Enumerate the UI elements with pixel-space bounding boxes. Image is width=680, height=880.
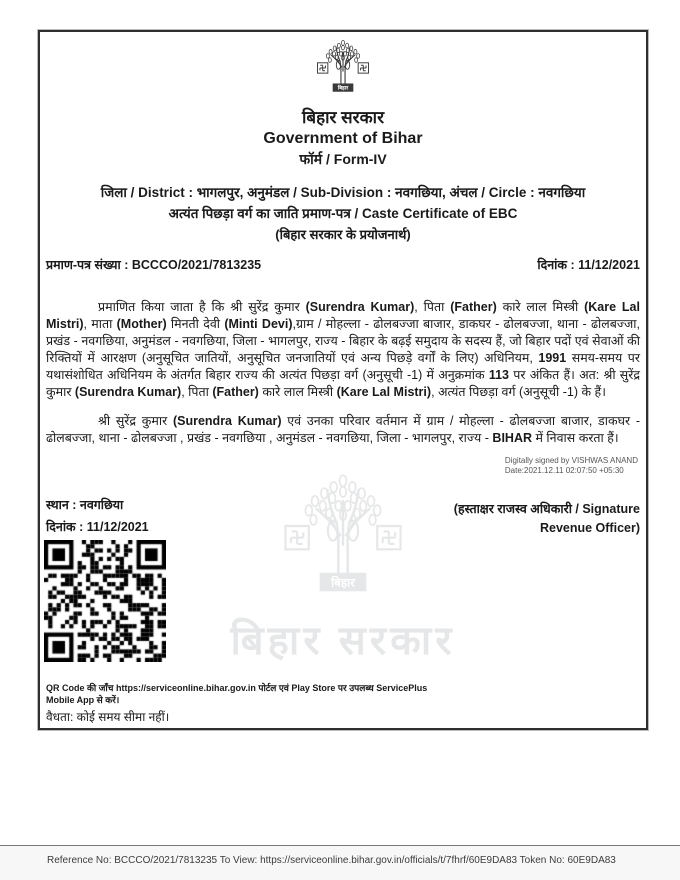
bihar-emblem-icon: [305, 38, 381, 100]
district-line: जिला / District : भागलपुर, अनुमंडल / Sub-Division : नवगछिया, अंचल / Circle : नवगछिया: [100, 185, 586, 200]
purpose-line: (बिहार सरकार के प्रयोजनार्थ): [275, 227, 411, 242]
bihar-emblem-watermark-icon: [218, 470, 468, 610]
certificate-paragraph-2: श्री सुरेंद्र कुमार (Surendra Kumar) एवं उनका परिवार वर्तमान में ग्राम / मोहल्ला - ढोलबज्जा बाजार, डाकघर - ढोलबज्जा, थाना - ढोलबज्जा , प्रखंड - नवगछिया , अनुमंडल - नवगछिया, जिला - भागलपुर, राज्य - BIHAR में निवास करता हैं।: [46, 414, 640, 445]
digital-signature-line2: Date:2021.12.11 02:07:50 +05:30: [504, 466, 624, 475]
officer-signature-line1: (हस्ताक्षर राजस्व अधिकारी / Signature: [453, 502, 640, 516]
qr-note-line2: Mobile App से करें।: [46, 695, 120, 705]
certificate-paragraph-1: प्रमाणित किया जाता है कि श्री सुरेंद्र कुमार (Surendra Kumar), पिता (Father) कारे लाल मिस्त्री (Kare Lal Mistri), माता (Mother) मिनती देवी (Minti Devi),ग्राम / मोहल्ला - ढोलबज्जा बाजार, डाकघर - ढोलबज्जा, थाना - ढोलबज्जा, प्रखंड - नवगछिया, अनुमंडल - नवगछिया, जिला - भागलपुर, राज्य - बिहार के बढ़ई समुदाय के सदस्य हैं, जो बिहार पदों एवं सेवाओं की रिक्तियों में आरक्षण (अनुसूचित जातियों, अनुसूचित जनजातियों एवं अन्य पिछड़े वर्गों के लिए) अधिनियम, 1991 समय-समय पर यथासंशोधित अधिनियम के अंतर्गत बिहार राज्य की अत्यंत पिछड़ा वर्ग (अनुसूची -1) में अनुक्रमांक 113 पर अंकित हैं। अत: श्री सुरेंद्र कुमार (Surendra Kumar), पिता (Father) कारे लाल मिस्त्री (Kare Lal Mistri), अत्यंत पिछड़ा वर्ग (अनुसूची -1) के हैं।: [46, 300, 641, 399]
digital-signature-line1: Digitally signed by VISHWAS ANAND: [504, 456, 638, 465]
certificate-number: प्रमाण-पत्र संख्या : BCCCO/2021/7813235: [46, 258, 262, 272]
validity-line: वैधता: कोई समय सीमा नहीं।: [46, 710, 170, 724]
officer-signature-line2: Revenue Officer): [539, 521, 640, 535]
qr-code: [44, 540, 166, 662]
govt-title-hindi: बिहार सरकार: [301, 108, 385, 127]
qr-note-line1: QR Code की जाँच https://serviceonline.bihar.gov.in पोर्टल एवं Play Store पर उपलब्ध ServicePlus: [46, 683, 428, 693]
watermark-text: बिहार सरकार: [230, 619, 456, 663]
certificate-title: अत्यंत पिछड़ा वर्ग का जाति प्रमाण-पत्र / Caste Certificate of EBC: [168, 206, 518, 221]
certificate-border-box: [38, 30, 648, 730]
officer-signature-label: [454, 500, 640, 538]
digital-signature: [505, 456, 638, 476]
certificate-content: [40, 32, 646, 728]
footer-reference: Reference No: BCCCO/2021/7813235 To View: https://serviceonline.bihar.gov.in/officials/t/7fhrf/60E9DA83 Token No: 60E9DA83: [47, 855, 616, 866]
govt-title-english: Government of Bihar: [263, 130, 423, 147]
issue-date: दिनांक : 11/12/2021: [537, 258, 640, 272]
place-line: स्थान : नवगछिया: [46, 498, 124, 512]
form-number: फॉर्म / Form-IV: [299, 151, 387, 167]
date-line: दिनांक : 11/12/2021: [46, 520, 149, 534]
qr-note: [46, 682, 427, 706]
footer-bar: [0, 845, 680, 880]
watermark: [193, 470, 493, 666]
